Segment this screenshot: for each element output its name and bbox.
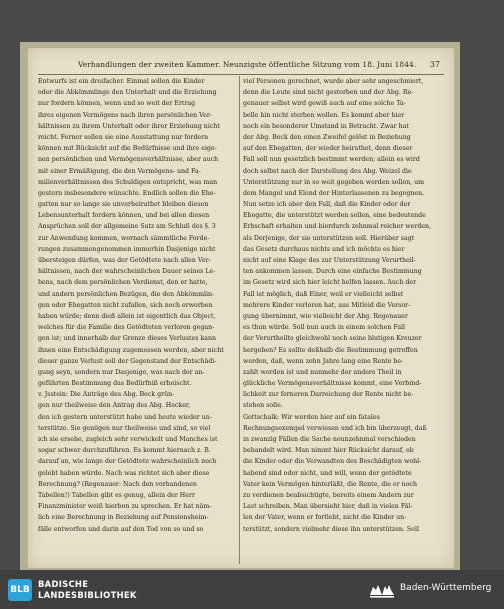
- text-line: terstütze. Sie genügen nur theilweise und sind, so viel: [38, 424, 211, 432]
- text-line: die Kinder oder die Verwandten des Beschädigten wohl-: [243, 458, 422, 466]
- text-line: fälle entworfen und darin auf den Tod von so und so: [38, 525, 204, 533]
- text-line: den ich gestern unterstützt habe und heute wieder un-: [38, 413, 212, 421]
- text-line: ihnen eine Entschädigung zugemessen werden, aber nicht: [38, 346, 224, 354]
- running-head: [38, 60, 444, 75]
- text-line: Berechnung? (Regenauer: Nach den vorhandenen: [38, 480, 197, 488]
- text-line: hältnissen zu ihrem Unterhalt oder ihrer Erziehung nicht: [38, 122, 220, 130]
- text-line: ich sie ersehe, zugleich sehr verwickelt und Manches ist: [38, 436, 218, 443]
- text-line: Fall ist möglich, daß Einer, weil er vielleicht selbst: [243, 290, 404, 298]
- text-line: glückliche Vermögensverhältnisse kommt, eine Verbind-: [243, 380, 422, 388]
- text-line: gen nur theilweise den Antrag des Abg. Hecker,: [38, 402, 191, 410]
- text-line: gelebt haben würde. Nach was richtet sich aber diese: [38, 469, 210, 477]
- text-line: hergeben? Es sollte deßhalb die Bestimmung getroffen: [243, 346, 418, 354]
- text-line: noch ein besonderer Umstand in Betracht. Zwar hat: [243, 122, 409, 130]
- text-line: Rechnungsexempel verwiesen und ich bin überzeugt, daß: [243, 424, 427, 432]
- text-line: lichkeit zur ferneren Darreichung der Rente nicht be-: [243, 391, 414, 399]
- text-line: len der Vater, wenn er fortlebt, nicht die Kinder un-: [243, 514, 407, 522]
- blb-logo-icon[interactable]: BLB: [8, 579, 32, 601]
- text-line: dieser ganze Verlust soll der Gegenstand der Entschädi-: [38, 357, 217, 365]
- text-line: und andern persönlichen Bezügen, die den Abkömmlin-: [38, 290, 215, 298]
- page-number: 37: [429, 60, 440, 69]
- document-page: [28, 48, 454, 568]
- text-line: terstützt, sondern vielmehr diese ihn unterstützen. Soll: [243, 525, 419, 533]
- text-line: ten ankommen lassen. Durch eine einfache Bestimmung: [243, 268, 422, 276]
- text-line: gen oder Ehegatten nicht zufallen, sich noch erworben: [38, 301, 213, 309]
- text-line: v. Jsstein: Die Anträge des Abg. Beck grün-: [38, 391, 175, 399]
- state-name[interactable]: Baden-Württemberg: [400, 583, 492, 593]
- text-line: Last schreiben. Man übersieht hier, daß in vielen Fäl-: [243, 503, 413, 511]
- text-line: werden, daß, wenn zehn Jahre lang eine Rente be-: [243, 357, 404, 365]
- library-name-line1: BADISCHE: [38, 579, 89, 589]
- text-line: nur fordern können, wenn und so weit der Ertrag: [38, 100, 196, 108]
- footer-bar: [0, 570, 504, 609]
- text-line: Tabellen!) Tabellen gibt es genug, allein der Herr: [38, 491, 195, 499]
- text-line: gestern insbesondere wünschte. Endlich sollen die Ehe-: [38, 189, 216, 197]
- text-line: haben würde; denn dieß allein ist eigentlich das Object,: [38, 312, 216, 320]
- text-line: als Derjenige, der sie unterstützen soll. Hierüber sagt: [243, 234, 415, 242]
- text-line: zu verdienen beabsichtigte, bereits einem Andern zur: [243, 491, 414, 499]
- text-line: genauer selbst wird gewiß auch auf eine solche Ta-: [243, 100, 406, 108]
- text-line: gatten nur so lange sie unverheirathet bleiben diesen: [38, 201, 209, 209]
- text-line: mehrere Kinder verloren hat, aus Mitleid die Versor-: [243, 301, 411, 309]
- text-line: doch selbst nach der Darstellung des Abg. Weizel die: [243, 167, 412, 175]
- right-text-column: [243, 76, 439, 535]
- left-text-column: [38, 76, 234, 535]
- text-line: gen ist; und innerhalb der Grenze dieses Verlustes kann: [38, 335, 217, 343]
- text-line: welches für die Familie des Getödteten verloren gegan-: [38, 324, 215, 332]
- text-line: gung übernimmt, wie vielleicht der Abg. Regenauer: [243, 312, 408, 320]
- text-line: belle hin nicht sterben wollen. Es kommt aber hier: [243, 111, 405, 119]
- library-name-line2: LANDESBIBLIOTHEK: [38, 590, 137, 600]
- text-line: es thun würde. Soll nun auch in einem solchen Fall: [243, 324, 406, 332]
- text-line: können mit Rücksicht auf die Bedürfnisse und ihre eige-: [38, 145, 217, 153]
- text-line: Nun setze ich aber den Fall, daß die Kinder oder der: [243, 201, 411, 209]
- text-line: habend sind oder nicht, und will, wenn der getödtete: [243, 469, 412, 477]
- text-line: denn die Leute sind nicht gestorben und der Abg. Re-: [243, 89, 414, 97]
- text-line: behandelt wird. Man nimmt hier Rücksicht darauf, ob: [243, 447, 414, 455]
- text-line: milienverhältnissen des Schuldigen entspricht, was man: [38, 178, 218, 186]
- text-line: lich eine Berechnung in Beziehung auf Pensionsheim-: [38, 514, 209, 522]
- column-divider: [239, 76, 240, 564]
- text-line: Entwurfs ist ein dreifacher. Einmal sollen die Kinder: [38, 78, 205, 85]
- text-line: nen persönlichen und Vermögensverhältnisse, aber auch: [38, 156, 219, 164]
- text-line: rungen zusammengenommen immerhin Dasjenige nicht: [38, 245, 216, 253]
- text-line: ihres eigenen Vermögens nach ihren persönlichen Ver-: [38, 111, 212, 119]
- text-line: übersteigen dürfen, was der Getödtete nach allen Ver-: [38, 257, 211, 264]
- text-line: Lebensunterhalt fordern können, und bei allen diesen: [38, 212, 210, 220]
- text-line: dem Mangel und Elend der Hinterlassenen zu begegnen.: [243, 189, 425, 197]
- text-line: hältnissen, nach der wahrscheinlichen Dauer seines Le-: [38, 268, 216, 276]
- text-line: nicht auf eine Klage des zur Unterstützung Verurtheil-: [243, 257, 416, 264]
- text-line: zahlt worden ist und nunmehr der andere Theil in: [243, 368, 402, 376]
- text-line: der Abg. Beck den einen Zweifel gelöst in Beziehung: [243, 133, 411, 141]
- text-line: im Gesetz wird sich hier leicht helfen lassen. Auch der: [243, 279, 417, 287]
- text-line: gung seyn, sondern nur Dasjenige, was nach der an-: [38, 368, 205, 376]
- text-line: Fall soll nun gesetzlich bestimmt werden; allein es wird: [243, 156, 420, 164]
- text-line: Vater kein Vermögen hinterläßt, die Rente, die er noch: [243, 480, 417, 488]
- text-line: oder die Abkömmlinge den Unterhalt und die Erziehung: [38, 89, 217, 97]
- text-line: Finanzminister weiß hierbon zu sprechen. Er hat näm-: [38, 503, 212, 511]
- text-line: Gottschalk: Wir werden hier auf ein fatales: [243, 413, 380, 421]
- text-line: bens, nach dem persönlichen Verdienst, den er hatte,: [38, 279, 208, 287]
- text-line: Ehegatte, die unterstützt werden sollen, eine bedeutende: [243, 212, 426, 220]
- text-line: stehen solle.: [243, 402, 283, 410]
- library-name[interactable]: [38, 579, 137, 601]
- text-line: Ansprüchen soll der allgemeine Satz am Schluß des §. 3: [38, 223, 216, 231]
- text-line: darauf an, wie lange der Getödtete wahrscheinlich noch: [38, 458, 217, 466]
- text-line: viel Personen gerechnet, wurde aber sehr angeschmiert,: [243, 78, 424, 85]
- text-line: in zwanzig Fällen die Sache neunzehnmal verschieden: [243, 436, 416, 443]
- text-line: zur Anwendung kommen, wornach sämmtliche Forde-: [38, 234, 210, 242]
- text-line: geführten Bestimmung das Bedürfniß erheischt.: [38, 380, 192, 388]
- text-line: Unterstützung nur in so weit gegeben werden sollen, um: [243, 178, 425, 186]
- text-line: der Verurtheilte gleichwohl noch seine blutigen Kreuzer: [243, 335, 422, 343]
- text-line: auf den Ehegatten, der wieder heirathet, denn dieser: [243, 145, 413, 153]
- text-line: mit einer Ermäßigung, die den Vermögens- und Fa-: [38, 167, 201, 175]
- text-line: Erbschaft erhalten und hierdurch zehnmal reicher werden,: [243, 223, 432, 231]
- baden-wuerttemberg-lions-icon[interactable]: [368, 581, 396, 599]
- running-head-title: Verhandlungen der zweiten Kammer. Neunzigste öffentliche Sitzung vom 18. Juni 1844.: [78, 60, 417, 69]
- text-line: reicht. Ferner sollen sie eine Ausstattung nur fordern: [38, 133, 209, 141]
- text-line: sogar schwer durchzuführen. Es kommt hiernach z. B.: [38, 447, 211, 455]
- text-line: das Gesetz durchaus nichts und ich möchte es hier: [243, 245, 405, 253]
